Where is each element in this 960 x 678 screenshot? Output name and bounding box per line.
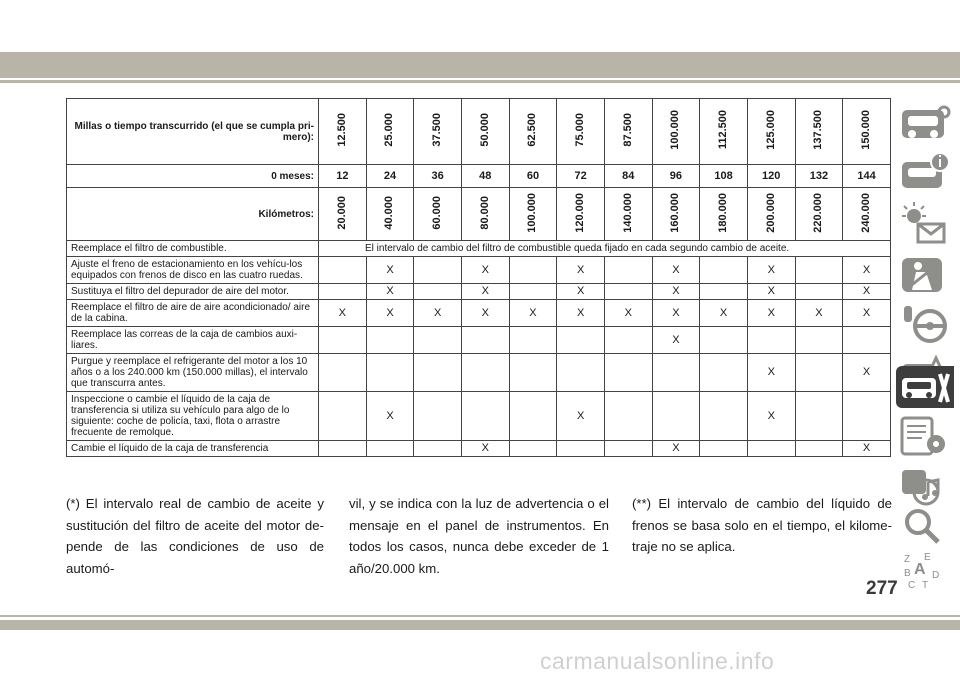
row-mark-cell: X <box>461 441 509 457</box>
header-miles-value: 12.500 <box>335 113 348 147</box>
index-letters-icon[interactable] <box>898 548 954 592</box>
header-miles-cell <box>461 99 509 165</box>
header-miles-value: 37.500 <box>431 113 444 147</box>
row-mark-cell <box>652 392 700 441</box>
header-row-km <box>67 188 891 241</box>
row-mark-cell <box>414 392 462 441</box>
row-mark-cell <box>604 354 652 392</box>
row-mark-cell <box>509 441 557 457</box>
header-km-cell <box>843 188 891 241</box>
table-row <box>67 441 891 457</box>
header-miles-value: 125.000 <box>764 110 777 150</box>
row-mark-cell <box>319 327 367 354</box>
header-miles-cell <box>700 99 748 165</box>
row-mark-cell: X <box>366 392 414 441</box>
top-band <box>0 52 960 78</box>
row-mark-cell <box>557 327 605 354</box>
table-row <box>67 241 891 257</box>
table-row <box>67 327 891 354</box>
row-label: Sustituya el filtro del depurador de aire del motor. <box>67 284 319 300</box>
row-mark-cell: X <box>843 300 891 327</box>
row-mark-cell <box>747 327 795 354</box>
row-mark-cell: X <box>604 300 652 327</box>
note-oil-interval-part2: vil, y se indica con la luz de advertencia o el mensaje en el panel de instrumentos. En todos los casos, nunca debe exceder de 1 año/20.000 km. <box>349 496 609 576</box>
header-miles-value: 50.000 <box>478 113 491 147</box>
row-mark-cell <box>652 354 700 392</box>
servicing-car-tools-icon[interactable] <box>896 366 954 408</box>
row-mark-cell <box>461 354 509 392</box>
bottom-band <box>0 620 960 630</box>
row-label: Cambie el líquido de la caja de transferencia <box>67 441 319 457</box>
header-km-cell <box>557 188 605 241</box>
header-months-value: 96 <box>652 165 700 188</box>
row-label: Reemplace las correas de la caja de cambios auxi-liares. <box>67 327 319 354</box>
row-mark-cell <box>557 354 605 392</box>
row-mark-cell <box>700 257 748 284</box>
header-months-value: 48 <box>461 165 509 188</box>
row-mark-cell <box>843 327 891 354</box>
header-months-value: 12 <box>319 165 367 188</box>
row-label: Inspeccione o cambie el líquido de la caja de transferencia si utiliza su vehículo para algo de lo siguiente: coche de policía, taxi, flota o arrastre frecuente de remolque. <box>67 392 319 441</box>
header-months-value: 84 <box>604 165 652 188</box>
row-mark-cell <box>795 354 843 392</box>
header-miles-value: 62.500 <box>526 113 539 147</box>
row-mark-cell <box>747 441 795 457</box>
row-mark-cell <box>509 392 557 441</box>
header-miles-cell <box>795 99 843 165</box>
header-months-value: 36 <box>414 165 462 188</box>
header-km-cell <box>604 188 652 241</box>
steering-wheel-icon[interactable] <box>898 300 954 348</box>
row-mark-cell <box>319 392 367 441</box>
header-km-cell <box>414 188 462 241</box>
header-label-interval: Millas o tiempo transcurrido (el que se cumpla pri-mero): <box>67 99 319 165</box>
row-mark-cell <box>795 441 843 457</box>
row-mark-cell <box>414 327 462 354</box>
header-km-cell <box>795 188 843 241</box>
header-miles-cell <box>652 99 700 165</box>
row-mark-cell: X <box>700 300 748 327</box>
warning-lights-icon[interactable] <box>898 200 954 248</box>
header-km-cell <box>652 188 700 241</box>
row-mark-cell: X <box>557 257 605 284</box>
row-mark-cell: X <box>557 284 605 300</box>
header-row-miles <box>67 99 891 165</box>
header-miles-cell <box>747 99 795 165</box>
header-km-value: 240.000 <box>860 192 873 233</box>
header-months-value: 108 <box>700 165 748 188</box>
row-mark-cell <box>604 392 652 441</box>
row-mark-cell <box>604 327 652 354</box>
header-row-months <box>67 165 891 188</box>
row-mark-cell <box>461 392 509 441</box>
row-mark-cell: X <box>652 327 700 354</box>
row-mark-cell: X <box>366 284 414 300</box>
row-mark-cell: X <box>461 257 509 284</box>
header-km-value: 140.000 <box>621 192 634 233</box>
row-mark-cell <box>795 257 843 284</box>
row-mark-cell <box>366 327 414 354</box>
row-mark-cell <box>557 441 605 457</box>
row-mark-cell: X <box>843 257 891 284</box>
header-miles-value: 75.000 <box>574 113 587 147</box>
header-miles-value: 150.000 <box>860 110 873 150</box>
header-km-value: 20.000 <box>335 195 348 230</box>
row-mark-cell <box>509 284 557 300</box>
row-mark-cell <box>843 392 891 441</box>
row-mark-cell <box>795 284 843 300</box>
header-km-value: 220.000 <box>812 192 825 233</box>
header-months-value: 120 <box>747 165 795 188</box>
svg-text:A: A <box>914 561 926 578</box>
svg-text:B: B <box>904 568 911 579</box>
header-miles-cell <box>414 99 462 165</box>
header-miles-value: 87.500 <box>621 113 634 147</box>
row-mark-cell: X <box>366 257 414 284</box>
row-mark-cell: X <box>747 257 795 284</box>
maintenance-schedule-table <box>66 98 891 457</box>
table-row <box>67 392 891 441</box>
row-mark-cell <box>414 441 462 457</box>
note-brake-fluid: (**) El intervalo de cambio del líquido de frenos se basa solo en el tiempo, el kilome-traje no se aplica. <box>632 496 892 554</box>
row-mark-cell <box>700 284 748 300</box>
row-mark-cell: X <box>509 300 557 327</box>
row-mark-cell <box>700 392 748 441</box>
row-mark-cell: X <box>747 300 795 327</box>
row-mark-cell <box>604 441 652 457</box>
row-mark-cell: X <box>652 257 700 284</box>
row-mark-cell <box>414 354 462 392</box>
row-mark-cell: X <box>843 284 891 300</box>
row-mark-cell: X <box>557 300 605 327</box>
header-km-cell <box>366 188 414 241</box>
header-label-months: 0 meses: <box>67 165 319 188</box>
row-label: Ajuste el freno de estacionamiento en los vehícu-los equipados con frenos de disco en las cuatro ruedas. <box>67 257 319 284</box>
header-miles-cell <box>366 99 414 165</box>
svg-text:T: T <box>922 580 929 591</box>
row-mark-cell: X <box>461 284 509 300</box>
svg-text:Z: Z <box>904 554 911 565</box>
safety-belt-icon[interactable] <box>898 250 954 298</box>
row-mark-cell: X <box>843 354 891 392</box>
row-mark-cell <box>700 441 748 457</box>
row-mark-cell <box>319 441 367 457</box>
row-mark-cell: X <box>652 441 700 457</box>
row-mark-cell <box>319 354 367 392</box>
svg-text:D: D <box>932 570 940 581</box>
row-mark-cell <box>319 284 367 300</box>
header-miles-cell <box>604 99 652 165</box>
row-mark-cell: X <box>319 300 367 327</box>
header-km-cell <box>747 188 795 241</box>
row-mark-cell <box>509 327 557 354</box>
row-mark-cell <box>366 354 414 392</box>
table-row <box>67 354 891 392</box>
header-miles-cell <box>557 99 605 165</box>
row-mark-cell: X <box>414 300 462 327</box>
header-km-value: 120.000 <box>574 192 587 233</box>
row-mark-cell: X <box>795 300 843 327</box>
table-row <box>67 284 891 300</box>
header-months-value: 144 <box>843 165 891 188</box>
row-mark-cell: X <box>843 441 891 457</box>
table-row <box>67 257 891 284</box>
header-km-cell <box>461 188 509 241</box>
header-months-value: 72 <box>557 165 605 188</box>
search-index-icon[interactable] <box>898 504 954 548</box>
row-mark-cell: X <box>747 284 795 300</box>
row-mark-cell: X <box>652 300 700 327</box>
row-mark-cell <box>319 257 367 284</box>
top-rule <box>0 80 960 83</box>
svg-text:E: E <box>924 552 931 563</box>
row-mark-cell: X <box>461 300 509 327</box>
header-months-value: 60 <box>509 165 557 188</box>
row-mark-cell: X <box>747 392 795 441</box>
row-label: Reemplace el filtro de aire de aire acondicionado/ aire de la cabina. <box>67 300 319 327</box>
row-mark-cell: X <box>366 300 414 327</box>
header-label-km: Kilómetros: <box>67 188 319 241</box>
row-mark-cell <box>509 354 557 392</box>
header-miles-value: 112.500 <box>717 110 730 150</box>
row-mark-cell <box>461 327 509 354</box>
row-mark-cell <box>700 327 748 354</box>
row-mark-cell <box>509 257 557 284</box>
specs-gears-icon[interactable] <box>898 412 954 460</box>
car-info-icon[interactable] <box>898 150 954 198</box>
row-span-note: El intervalo de cambio del filtro de combustible queda fijado en cada segundo cambio de aceite. <box>319 241 891 257</box>
header-km-cell <box>509 188 557 241</box>
row-mark-cell: X <box>747 354 795 392</box>
svg-text:C: C <box>908 580 916 591</box>
header-months-value: 132 <box>795 165 843 188</box>
row-mark-cell <box>795 327 843 354</box>
header-months-value: 24 <box>366 165 414 188</box>
row-label: Reemplace el filtro de combustible. <box>67 241 319 257</box>
row-mark-cell <box>414 257 462 284</box>
row-mark-cell: X <box>557 392 605 441</box>
watermark: carmanualsonline.info <box>540 648 775 674</box>
table-row <box>67 300 891 327</box>
header-km-value: 60.000 <box>431 195 444 230</box>
header-miles-value: 25.000 <box>383 113 396 147</box>
header-km-cell <box>700 188 748 241</box>
header-km-value: 180.000 <box>717 192 730 233</box>
row-mark-cell <box>414 284 462 300</box>
multimedia-icon[interactable] <box>898 462 954 510</box>
header-km-value: 160.000 <box>669 192 682 233</box>
header-km-value: 40.000 <box>383 195 396 230</box>
row-mark-cell <box>795 392 843 441</box>
header-miles-value: 137.500 <box>812 110 825 150</box>
header-km-cell <box>319 188 367 241</box>
page-number: 277 <box>866 578 898 599</box>
note-oil-interval-part1: (*) El intervalo real de cambio de aceite y sustitución del filtro de aceite del motor de-pende de las condiciones de uso de automó- <box>66 496 324 576</box>
bottom-rule <box>0 615 960 617</box>
row-mark-cell <box>700 354 748 392</box>
header-miles-cell <box>319 99 367 165</box>
header-km-value: 80.000 <box>478 195 491 230</box>
header-miles-value: 100.000 <box>669 110 682 150</box>
header-miles-cell <box>843 99 891 165</box>
row-mark-cell: X <box>652 284 700 300</box>
row-mark-cell <box>366 441 414 457</box>
header-km-value: 200.000 <box>764 192 777 233</box>
header-km-value: 100.000 <box>526 192 539 233</box>
row-mark-cell <box>604 284 652 300</box>
header-miles-cell <box>509 99 557 165</box>
row-mark-cell <box>604 257 652 284</box>
car-keys-icon[interactable] <box>898 100 954 148</box>
row-label: Purgue y reemplace el refrigerante del motor a los 10 años o a los 240.000 km (150.000 millas), el intervalo que transcurra antes. <box>67 354 319 392</box>
